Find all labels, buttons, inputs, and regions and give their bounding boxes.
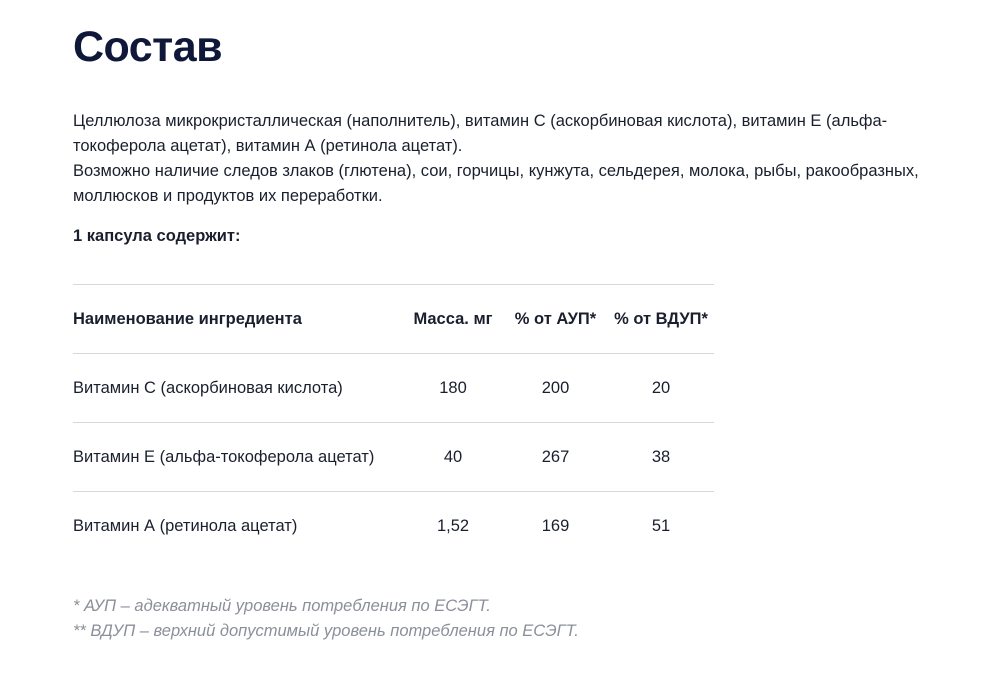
cell-mass: 40 — [403, 423, 503, 492]
page-title: Состав — [73, 23, 223, 71]
composition-allergens: Возможно наличие следов злаков (глютена), сои, горчицы, кунжута, сельдерея, молока, рыбы, ракообразных, моллюсков и продуктов их переработки. — [73, 162, 919, 205]
cell-aup: 267 — [503, 423, 608, 492]
cell-ingredient-name: Витамин А (ретинола ацетат) — [73, 492, 403, 561]
header-ingredient-name: Наименование ингредиента — [73, 285, 403, 354]
footnotes — [73, 594, 579, 644]
composition-text — [73, 109, 958, 209]
table-header-row — [73, 285, 714, 354]
table-row — [73, 492, 714, 561]
ingredients-table — [73, 284, 714, 560]
header-vdup: % от ВДУП* — [608, 285, 714, 354]
composition-ingredients: Целлюлоза микрокристаллическая (наполнитель), витамин С (аскорбиновая кислота), витамин Е (альфа-токоферола ацетат), витамин А (ретинола ацетат). — [73, 112, 888, 155]
cell-ingredient-name: Витамин Е (альфа-токоферола ацетат) — [73, 423, 403, 492]
footnote-vdup: ** ВДУП – верхний допустимый уровень потребления по ЕСЭГТ. — [73, 622, 579, 640]
cell-aup: 200 — [503, 354, 608, 423]
capsule-heading: 1 капсула содержит: — [73, 227, 241, 245]
cell-mass: 180 — [403, 354, 503, 423]
header-aup: % от АУП* — [503, 285, 608, 354]
cell-vdup: 20 — [608, 354, 714, 423]
header-mass: Масса. мг — [403, 285, 503, 354]
footnote-aup: * АУП – адекватный уровень потребления по ЕСЭГТ. — [73, 597, 491, 615]
cell-aup: 169 — [503, 492, 608, 561]
cell-vdup: 51 — [608, 492, 714, 561]
table-row — [73, 423, 714, 492]
cell-ingredient-name: Витамин С (аскорбиновая кислота) — [73, 354, 403, 423]
cell-mass: 1,52 — [403, 492, 503, 561]
cell-vdup: 38 — [608, 423, 714, 492]
table-row — [73, 354, 714, 423]
